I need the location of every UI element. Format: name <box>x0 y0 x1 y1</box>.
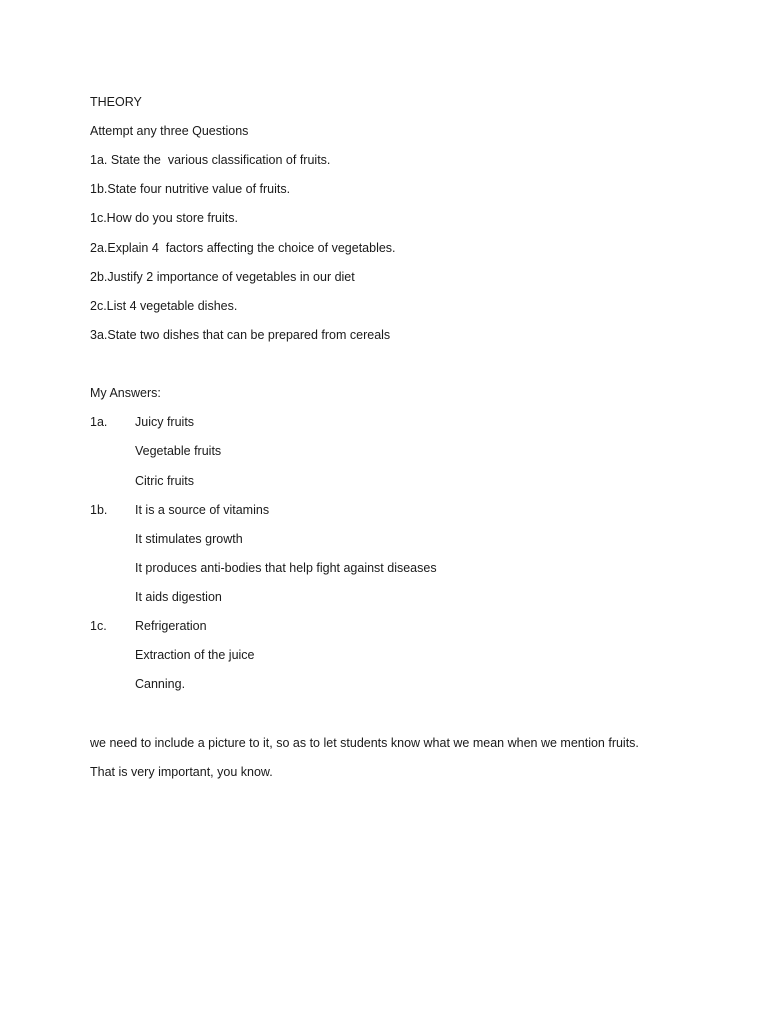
instruction-text: Attempt any three Questions <box>90 124 249 138</box>
theory-heading: THEORY <box>90 95 142 109</box>
answer-item: Extraction of the juice <box>135 648 255 662</box>
question-1a: 1a. State the various classification of fruits. <box>90 153 331 167</box>
answer-item: Refrigeration <box>135 619 207 633</box>
answer-number-1c: 1c. <box>90 619 107 633</box>
question-1b: 1b.State four nutritive value of fruits. <box>90 182 291 196</box>
answer-item: It stimulates growth <box>135 532 243 546</box>
answer-item: It is a source of vitamins <box>135 503 270 517</box>
answer-item: Citric fruits <box>135 474 195 488</box>
question-2c: 2c.List 4 vegetable dishes. <box>90 299 238 313</box>
answer-item: It aids digestion <box>135 590 222 604</box>
question-3a: 3a.State two dishes that can be prepared from cereals <box>90 328 391 342</box>
answer-item: Juicy fruits <box>135 415 195 429</box>
note-line: That is very important, you know. <box>90 765 273 779</box>
answer-item: It produces anti-bodies that help fight against diseases <box>135 561 437 575</box>
answer-number-1b: 1b. <box>90 503 108 517</box>
answer-item: Vegetable fruits <box>135 444 222 458</box>
question-1c: 1c.How do you store fruits. <box>90 211 238 225</box>
note-line: we need to include a picture to it, so as to let students know what we mean when we mention fruits. <box>90 736 639 750</box>
answers-heading: My Answers: <box>90 386 161 400</box>
question-2a: 2a.Explain 4 factors affecting the choice of vegetables. <box>90 241 396 255</box>
answer-number-1a: 1a. <box>90 415 108 429</box>
question-2b: 2b.Justify 2 importance of vegetables in our diet <box>90 270 355 284</box>
answer-item: Canning. <box>135 677 186 691</box>
